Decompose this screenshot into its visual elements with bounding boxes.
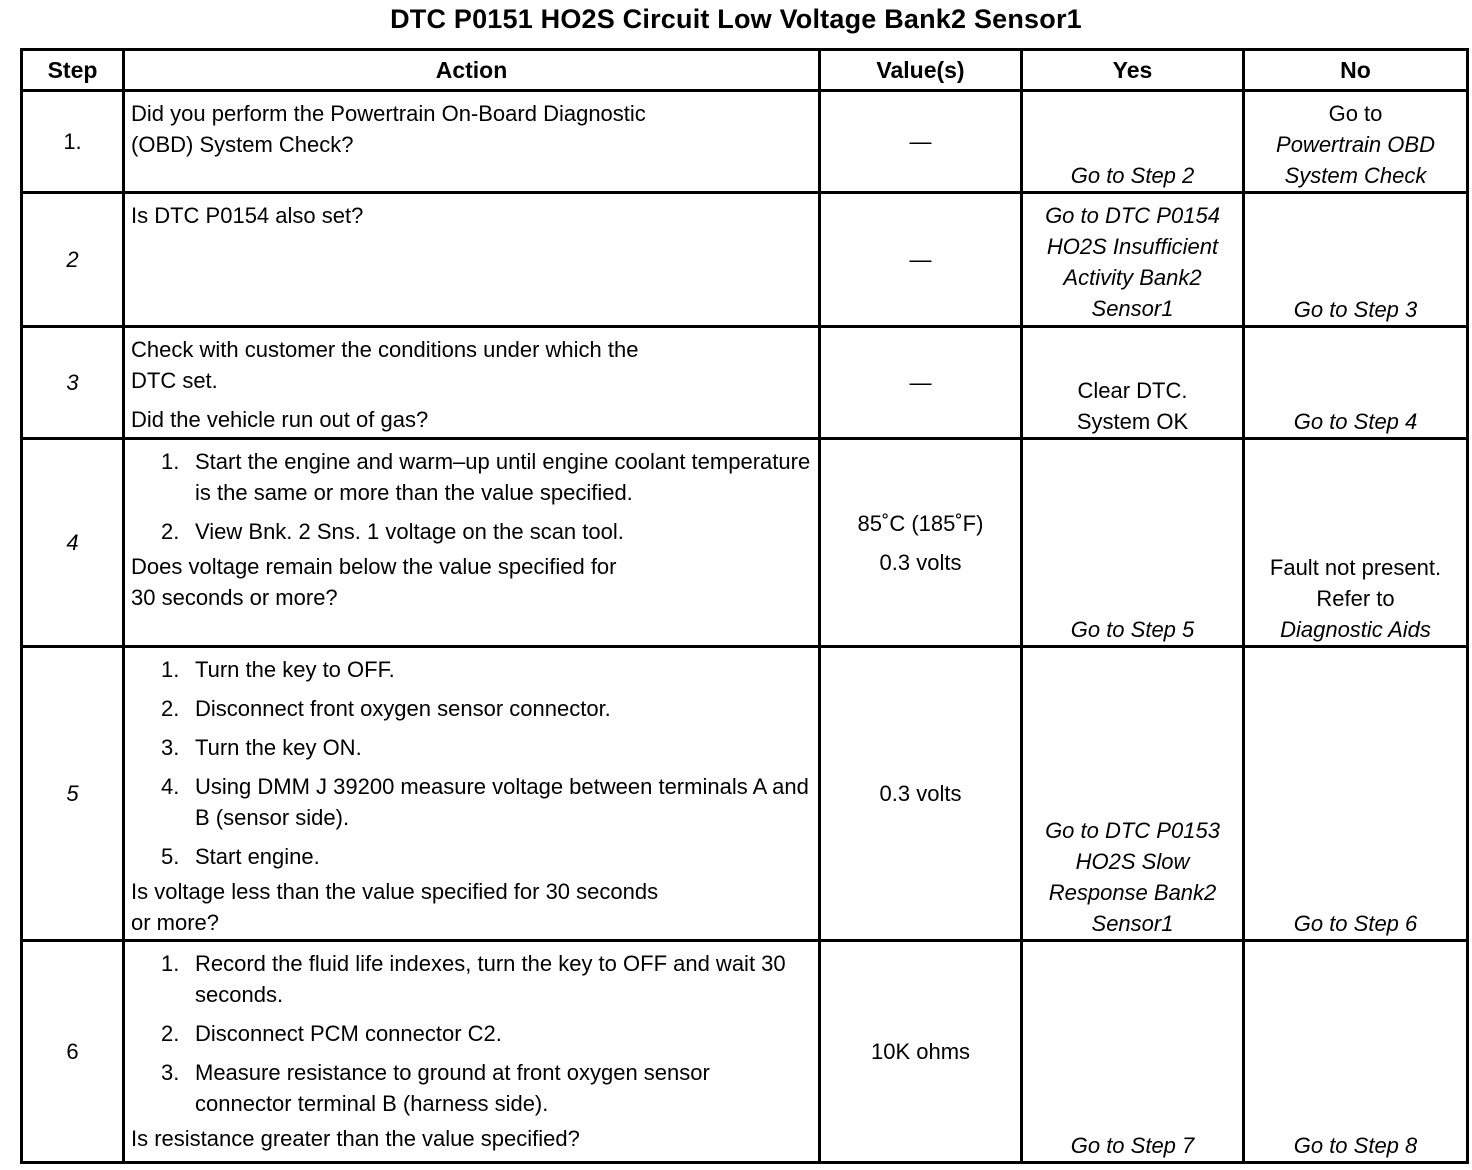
no-text: Fault not present.	[1269, 555, 1442, 580]
yes-text: Go to DTC P0154	[1045, 203, 1220, 228]
action-text: Is DTC P0154 also set?	[131, 203, 364, 228]
no-cell	[1244, 439, 1468, 647]
table-row	[22, 327, 1468, 439]
action-question: 30 seconds or more?	[131, 585, 338, 610]
yes-text: HO2S Insufficient	[1046, 234, 1219, 259]
yes-text: Response Bank2	[1048, 880, 1217, 905]
table-row	[22, 941, 1468, 1163]
header-step: Step	[22, 50, 124, 91]
page-title: DTC P0151 HO2S Circuit Low Voltage Bank2 Sensor1	[390, 4, 1082, 34]
yes-text: Go to DTC P0153	[1045, 818, 1220, 843]
action-item: 2. Disconnect front oxygen sensor connector.	[161, 696, 611, 721]
step-number: 3	[22, 327, 124, 439]
action-item: 1. Record the fluid life indexes, turn the key to OFF and wait 30 seconds.	[161, 951, 786, 1007]
value-cell: —	[820, 91, 1022, 193]
action-question: Is voltage less than the value specified for 30 seconds	[131, 879, 659, 904]
no-text: Go to Step 8	[1293, 1133, 1418, 1158]
header-values: Value(s)	[820, 50, 1022, 91]
value-cell	[820, 439, 1022, 647]
step-number: 4	[22, 439, 124, 647]
value-text: 85˚C (185˚F)	[857, 510, 984, 536]
action-item: 2. View Bnk. 2 Sns. 1 voltage on the scan tool.	[161, 519, 624, 544]
no-cell	[1244, 91, 1468, 193]
action-text: (OBD) System Check?	[131, 132, 354, 157]
action-item: 3. Measure resistance to ground at front oxygen sensor connector terminal B (harness side).	[161, 1060, 710, 1116]
yes-cell	[1022, 91, 1244, 193]
no-cell	[1244, 327, 1468, 439]
step-number: 6	[22, 941, 124, 1163]
yes-cell	[1022, 941, 1244, 1163]
value-cell: 0.3 volts	[820, 647, 1022, 941]
no-cell	[1244, 941, 1468, 1163]
no-text: Go to Step 4	[1293, 409, 1418, 434]
value-text: 0.3 volts	[879, 549, 962, 575]
no-text: Go to Step 6	[1293, 911, 1418, 936]
header-action: Action	[124, 50, 820, 91]
action-item: 1. Start the engine and warm–up until engine coolant temperature is the same or more than the value specified.	[161, 449, 811, 505]
action-text: DTC set.	[131, 368, 218, 393]
no-cell	[1244, 193, 1468, 327]
action-text: Did you perform the Powertrain On-Board Diagnostic	[131, 101, 646, 126]
action-cell	[124, 91, 820, 193]
no-text: System Check	[1284, 163, 1427, 188]
yes-cell	[1022, 439, 1244, 647]
action-question: or more?	[131, 910, 220, 935]
table-row	[22, 91, 1468, 193]
yes-cell	[1022, 193, 1244, 327]
action-cell	[124, 327, 820, 439]
header-yes: Yes	[1022, 50, 1244, 91]
header-row	[22, 50, 1468, 91]
no-cell	[1244, 647, 1468, 941]
yes-cell	[1022, 327, 1244, 439]
action-cell	[124, 439, 820, 647]
step-number: 2	[22, 193, 124, 327]
yes-text: System OK	[1076, 409, 1189, 434]
no-text: Go to Step 3	[1293, 297, 1418, 322]
value-cell: 10K ohms	[820, 941, 1022, 1163]
no-text: Go to	[1328, 101, 1383, 126]
action-question: Did the vehicle run out of gas?	[131, 407, 429, 432]
action-item: 1. Turn the key to OFF.	[161, 657, 395, 682]
diagnostic-table	[20, 48, 1469, 1164]
value-cell: —	[820, 327, 1022, 439]
action-text: Check with customer the conditions under which the	[131, 337, 639, 362]
value-cell: —	[820, 193, 1022, 327]
yes-text: Go to Step 7	[1070, 1133, 1195, 1158]
action-item: 5. Start engine.	[161, 844, 320, 869]
header-no: No	[1244, 50, 1468, 91]
table-row	[22, 647, 1468, 941]
action-item: 2. Disconnect PCM connector C2.	[161, 1021, 502, 1046]
no-text: Powertrain OBD	[1276, 132, 1435, 157]
no-text: Refer to	[1316, 586, 1395, 611]
action-cell	[124, 647, 820, 941]
yes-text: Activity Bank2	[1063, 265, 1202, 290]
yes-text: HO2S Slow	[1075, 849, 1190, 874]
yes-text: Go to Step 5	[1070, 617, 1195, 642]
action-cell	[124, 193, 820, 327]
action-item: 3. Turn the key ON.	[161, 735, 362, 760]
action-item: 4. Using DMM J 39200 measure voltage between terminals A and B (sensor side).	[161, 774, 809, 830]
table-row	[22, 439, 1468, 647]
action-question: Does voltage remain below the value specified for	[131, 554, 617, 579]
yes-text: Go to Step 2	[1070, 163, 1195, 188]
yes-text: Sensor1	[1091, 296, 1174, 321]
no-text: Diagnostic Aids	[1280, 617, 1431, 642]
table-row	[22, 193, 1468, 327]
yes-cell	[1022, 647, 1244, 941]
action-cell	[124, 941, 820, 1163]
yes-text: Clear DTC.	[1077, 378, 1188, 403]
step-number: 5	[22, 647, 124, 941]
step-number: 1.	[22, 91, 124, 193]
yes-text: Sensor1	[1091, 911, 1174, 936]
action-question: Is resistance greater than the value specified?	[131, 1126, 580, 1151]
